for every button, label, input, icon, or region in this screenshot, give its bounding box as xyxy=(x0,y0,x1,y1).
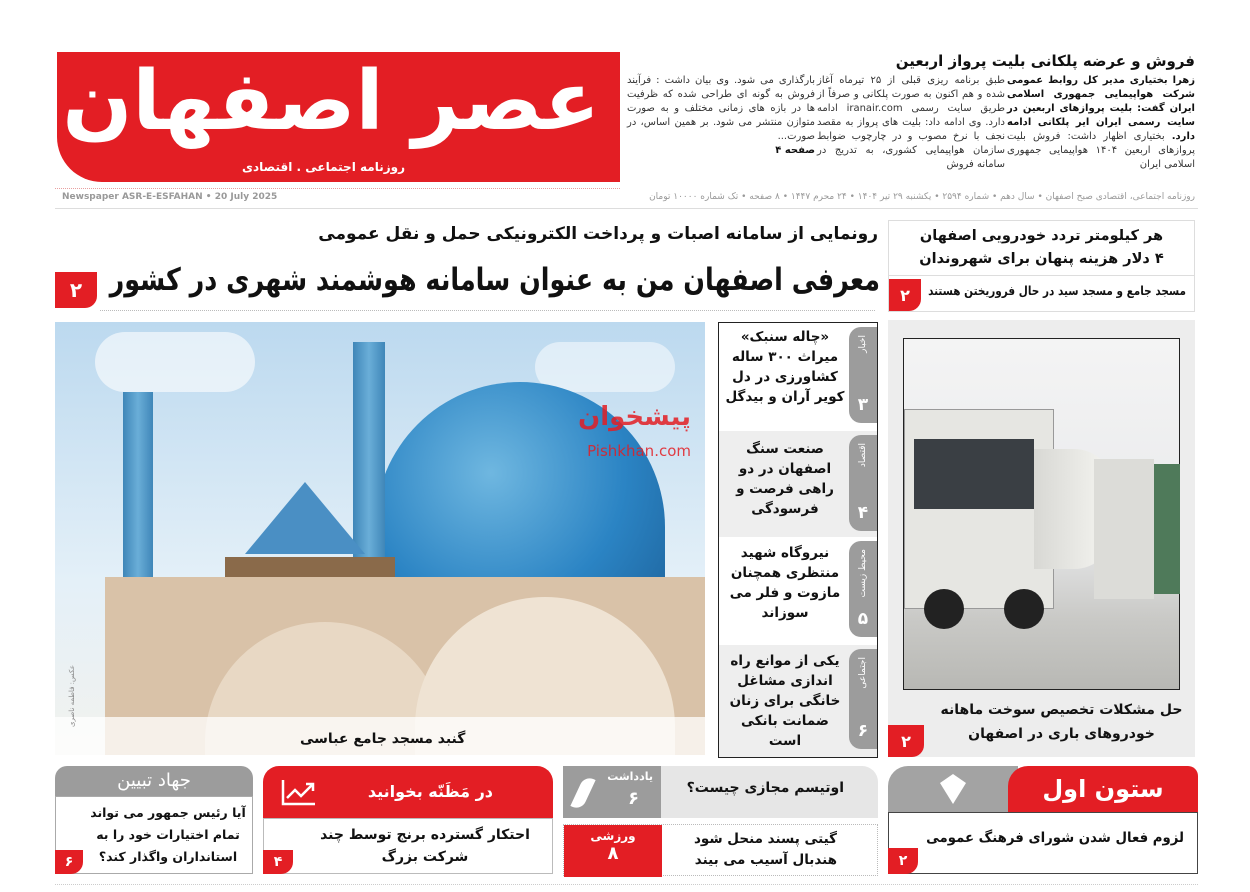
section-page: ۶ xyxy=(857,721,869,741)
watermark-fa: پیشخوان xyxy=(578,402,691,432)
jihad-label: جهاد تبیین xyxy=(55,766,253,796)
note-sport-box xyxy=(563,766,878,876)
divider xyxy=(100,310,875,311)
masthead-logo xyxy=(57,52,620,182)
sport-label: ورزشی xyxy=(590,829,636,843)
teaser-col-2: طبق برنامه ریزی قبلی از ۲۵ تیرماه آغاز شده و هم اکنون به صورت پلکانی و صرفاً از طریق سایت رسمی iranair.com ادامه دارد. وی ادامه داد: بلیت های پرواز به مقصد نجف با نرخ مصوب و در چارچوب ضوابط سازمان هواپیمایی کشوری، به تدریج در سامانه فروش xyxy=(817,75,1005,170)
page-badge: ۲ xyxy=(888,848,918,874)
main-headline[interactable]: معرفی اصفهان من به عنوان سامانه هوشمند شهری در کشور xyxy=(109,262,880,298)
section-tab xyxy=(849,327,877,423)
trucks-photo xyxy=(903,338,1180,690)
sport-page: ۸ xyxy=(607,843,619,864)
section-tab xyxy=(849,435,877,531)
divider xyxy=(55,884,1198,885)
first-column-box[interactable] xyxy=(888,766,1198,876)
mosque-photo xyxy=(55,322,705,755)
feather-icon xyxy=(570,775,595,811)
news-item-text: یکی از موانع راه اندازی مشاغل خانگی برای زنان ضمانت بانکی است xyxy=(729,653,841,749)
read-box[interactable] xyxy=(263,766,553,876)
logo-text: عصر اصفهان xyxy=(62,54,600,149)
sport-title: گیتی پسند منحل شود هندبال آسیب می بیند xyxy=(693,831,837,868)
main-subheadline: رونمایی از سامانه اصبات و پرداخت الکترونیکی حمل و نقل عمومی xyxy=(318,224,878,244)
pen-nib-icon xyxy=(888,766,1018,812)
photo-credit: عکس: فاطمه ناصری xyxy=(68,665,76,727)
side-story-title-1: هر کیلومتر تردد خودرویی اصفهان xyxy=(919,228,1164,244)
teaser-page-ref: صفحه ۴ xyxy=(775,145,815,156)
divider xyxy=(55,208,1198,209)
sport-tab xyxy=(564,825,662,877)
divider xyxy=(55,188,620,189)
page-badge: ۲ xyxy=(55,272,97,308)
news-item-text: صنعت سنگ اصفهان در دو راهی فرصت و فرسودگی xyxy=(736,441,834,517)
section-label: اخبار xyxy=(858,335,868,353)
page-badge: ۲ xyxy=(888,725,924,757)
section-label: اقتصاد xyxy=(858,443,868,468)
section-page: ۵ xyxy=(857,609,869,629)
dateline-fa: روزنامه اجتماعی، اقتصادی صبح اصفهان • سال دهم • شماره ۲۵۹۴ • یکشنبه ۲۹ تیر ۱۴۰۴ • ۲۴ محرم ۱۴۴۷ • ۸ صفحه • تک شماره ۱۰۰۰۰ تومان xyxy=(649,192,1195,202)
note-item[interactable] xyxy=(563,766,878,818)
teaser-col1-text: بختیاری اظهار داشت: فروش بلیت پروازهای اربعین ۱۴۰۴ هواپیمایی جمهوری اسلامی ایران xyxy=(1007,131,1196,170)
sport-item[interactable] xyxy=(563,824,878,876)
side-story-box[interactable] xyxy=(888,220,1195,312)
jihad-box[interactable] xyxy=(55,766,253,876)
trucks-caption-2: خودروهای باری در اصفهان xyxy=(968,726,1155,742)
jihad-title: آیا رئیس جمهور می تواند تمام اختیارات خود را به استانداران واگذار کند؟ xyxy=(90,805,246,864)
page-badge: ۴ xyxy=(263,850,293,874)
section-label: محیط زیست xyxy=(858,549,868,598)
dateline-en: Newspaper ASR-E-ESFAHAN • 20 July 2025 xyxy=(62,192,278,202)
note-tab xyxy=(563,766,661,818)
teaser-col-3 xyxy=(627,74,815,158)
note-label: یادداشت xyxy=(607,770,653,783)
page-badge: ۲ xyxy=(889,279,921,311)
page-badge: ۶ xyxy=(55,850,83,874)
teaser-col3-text: بارگذاری می شود. وی بیان داشت : فرآیند فروش به گونه ای طراحی شده که ظرفیت ها در بازه های زمانی مختلف و به صورت متوازن منتشر می شود. بر همین اساس، در صورت... xyxy=(627,75,815,142)
note-page: ۶ xyxy=(628,788,639,809)
trucks-caption-1: حل مشکلات تخصیص سوخت ماهانه xyxy=(940,702,1183,718)
note-title: اوتیسم مجازی چیست؟ xyxy=(686,780,844,796)
teaser-lead: زهرا بختیاری مدیر کل روابط عمومی شرکت هواپیمایی جمهوری اسلامی ایران گفت: بلیت پروازهای اربعین در سایت رسمی ایران ایر پلکانی ادامه دارد. xyxy=(1007,75,1195,142)
section-page: ۳ xyxy=(857,395,869,415)
trend-chart-icon xyxy=(281,778,317,806)
trucks-story[interactable] xyxy=(888,320,1195,757)
teaser-title: فروش و عرضه پلکانی بلیت پرواز اربعین xyxy=(895,52,1195,70)
side-story-sub: مسجد جامع و مسجد سید در حال فروریختن هستند xyxy=(928,283,1186,298)
side-story-title-2: ۴ دلار هزینه پنهان برای شهروندان xyxy=(919,251,1164,267)
read-title: احتکار گسترده برنج توسط چند شرکت بزرگ xyxy=(320,827,530,865)
teaser-col-1 xyxy=(1007,74,1195,172)
photo-caption: گنبد مسجد جامع عباسی xyxy=(300,731,466,747)
read-label: در مَظَنّه بخوانید xyxy=(263,766,553,818)
section-label: اجتماعی xyxy=(858,657,868,689)
section-tab xyxy=(849,649,877,749)
logo-subtitle: روزنامه اجتماعی . اقتصادی xyxy=(242,160,405,174)
news-index xyxy=(718,322,878,758)
section-page: ۴ xyxy=(857,503,869,523)
first-column-label: ستون اول xyxy=(1008,766,1198,812)
watermark-en: Pishkhan.com xyxy=(587,442,691,460)
news-item-text: «چاله سنبک» میراث ۳۰۰ ساله کشاورزی در دل کویر آران و بیدگل xyxy=(725,329,845,405)
first-column-title: لزوم فعال شدن شورای فرهنگ عمومی xyxy=(926,830,1184,846)
news-item-text: نیروگاه شهید منتظری همچنان مازوت و فلر می سوزاند xyxy=(729,545,841,621)
section-tab xyxy=(849,541,877,637)
